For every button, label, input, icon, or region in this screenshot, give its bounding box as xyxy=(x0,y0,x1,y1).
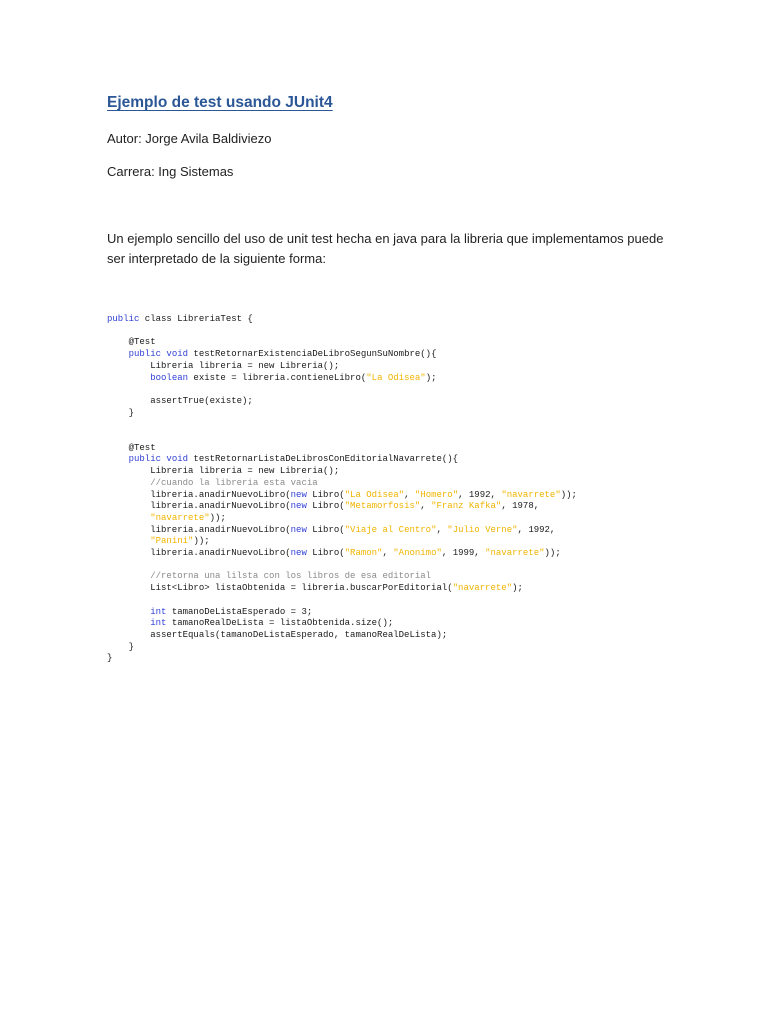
code-text: Libro( xyxy=(306,548,345,559)
code-string: "navarrete" xyxy=(452,583,513,594)
author-line: Autor: Jorge Avila Baldiviezo xyxy=(107,131,272,146)
code-line xyxy=(107,583,577,595)
code-line xyxy=(107,373,577,385)
code-text: , xyxy=(404,489,415,500)
code-text: assertTrue(existe); xyxy=(107,395,253,406)
career-line: Carrera: Ing Sistemas xyxy=(107,164,234,179)
intro-paragraph: Un ejemplo sencillo del uso de unit test hecha en java para la libreria que implementamos puede ser interpretado de la siguiente forma: xyxy=(107,231,664,266)
code-text: Libro( xyxy=(306,524,345,535)
code-string: "Metamorfosis" xyxy=(344,501,421,512)
code-line xyxy=(107,408,577,420)
code-line xyxy=(107,536,577,548)
code-string: "navarrete" xyxy=(501,489,561,500)
code-text: libreria.anadirNuevoLibro( xyxy=(107,489,291,500)
code-text xyxy=(107,478,150,488)
code-string: "Viaje al Centro" xyxy=(344,524,437,535)
code-line xyxy=(107,595,577,607)
code-line xyxy=(107,419,577,431)
code-keyword: public void xyxy=(128,454,189,465)
code-text: )); xyxy=(544,548,561,559)
code-keyword: boolean xyxy=(150,372,189,383)
code-text: List<Libro> listaObtenida = libreria.buscarPorEditorial( xyxy=(107,583,453,594)
code-text: )); xyxy=(209,512,226,523)
code-text: libreria.anadirNuevoLibro( xyxy=(107,524,291,535)
code-line xyxy=(107,653,577,665)
code-text: testRetornarListaDeLibrosConEditorialNavarrete(){ xyxy=(188,454,459,465)
code-string: "Ramon" xyxy=(344,548,383,559)
code-string: "Homero" xyxy=(414,489,459,500)
code-string: "Panini" xyxy=(150,536,194,547)
code-text: ); xyxy=(512,583,523,594)
code-text: } xyxy=(107,407,135,418)
code-line xyxy=(107,607,577,619)
code-text: } xyxy=(107,653,113,664)
code-text xyxy=(107,513,150,523)
code-string: "navarrete" xyxy=(485,548,545,559)
code-line xyxy=(107,314,577,326)
code-text: existe = libreria.contieneLibro( xyxy=(188,372,367,383)
code-text: , 1978, xyxy=(501,501,540,512)
code-keyword: int xyxy=(150,606,167,617)
code-line xyxy=(107,513,577,525)
code-comment: //cuando la libreria esta vacia xyxy=(150,477,318,488)
code-line xyxy=(107,443,577,455)
code-text: , xyxy=(382,548,394,559)
code-text: Libreria libreria = new Libreria(); xyxy=(107,466,340,477)
code-line xyxy=(107,396,577,408)
code-keyword: int xyxy=(150,618,167,629)
code-keyword: new xyxy=(290,548,307,559)
code-text xyxy=(107,571,150,581)
code-line xyxy=(107,326,577,338)
code-line xyxy=(107,571,577,583)
code-text: tamanoRealDeLista = listaObtenida.size(); xyxy=(166,618,394,629)
code-line xyxy=(107,431,577,443)
code-text xyxy=(107,454,129,464)
code-text: testRetornarExistenciaDeLibroSegunSuNombre(){ xyxy=(188,349,437,360)
code-string: "La Odisea" xyxy=(366,372,426,383)
code-text: )); xyxy=(560,489,577,500)
code-line xyxy=(107,466,577,478)
code-keyword: public void xyxy=(128,349,189,360)
code-line xyxy=(107,618,577,630)
code-text: Libro( xyxy=(306,489,345,500)
code-keyword: public xyxy=(107,314,140,324)
code-line xyxy=(107,478,577,490)
code-text: assertEquals(tamanoDeListaEsperado, tamanoRealDeLista); xyxy=(107,629,448,640)
code-block xyxy=(107,314,577,665)
code-text: , 1992, xyxy=(517,524,556,535)
code-line xyxy=(107,642,577,654)
code-keyword: new xyxy=(290,524,307,535)
code-text: ); xyxy=(425,372,437,383)
code-line xyxy=(107,337,577,349)
code-text xyxy=(107,536,150,546)
code-text: , 1992, xyxy=(458,489,502,500)
code-line xyxy=(107,560,577,572)
code-text: , xyxy=(436,524,448,535)
code-text: , 1999, xyxy=(441,548,486,559)
code-line xyxy=(107,361,577,373)
code-text xyxy=(107,349,129,359)
code-line xyxy=(107,501,577,513)
code-line xyxy=(107,349,577,361)
code-line xyxy=(107,630,577,642)
code-text: class LibreriaTest { xyxy=(139,314,253,324)
code-text: libreria.anadirNuevoLibro( xyxy=(107,501,291,512)
code-text: )); xyxy=(193,536,210,547)
document-title: Ejemplo de test usando JUnit4 xyxy=(107,94,333,111)
code-string: "La Odisea" xyxy=(344,489,405,500)
code-line xyxy=(107,384,577,396)
code-text: libreria.anadirNuevoLibro( xyxy=(107,548,291,559)
code-text xyxy=(107,607,150,617)
code-string: "navarrete" xyxy=(150,512,210,523)
code-comment: //retorna una lilsta con los libros de esa editorial xyxy=(150,571,432,582)
code-keyword: new xyxy=(290,501,307,512)
code-text: Libro( xyxy=(306,501,345,512)
code-text xyxy=(107,618,150,628)
code-keyword: new xyxy=(290,489,307,500)
code-string: "Franz Kafka" xyxy=(431,501,502,512)
code-string: "Anonimo" xyxy=(393,548,442,559)
code-line xyxy=(107,454,577,466)
code-text: @Test xyxy=(107,337,156,348)
code-text xyxy=(107,373,150,383)
code-text: @Test xyxy=(107,442,156,453)
code-text: tamanoDeListaEsperado = 3; xyxy=(166,606,313,617)
code-text: , xyxy=(420,501,432,512)
code-text: Libreria libreria = new Libreria(); xyxy=(107,360,340,371)
code-line xyxy=(107,548,577,560)
code-line xyxy=(107,490,577,502)
code-text: } xyxy=(107,641,135,652)
code-string: "Julio Verne" xyxy=(447,524,518,535)
code-line xyxy=(107,525,577,537)
